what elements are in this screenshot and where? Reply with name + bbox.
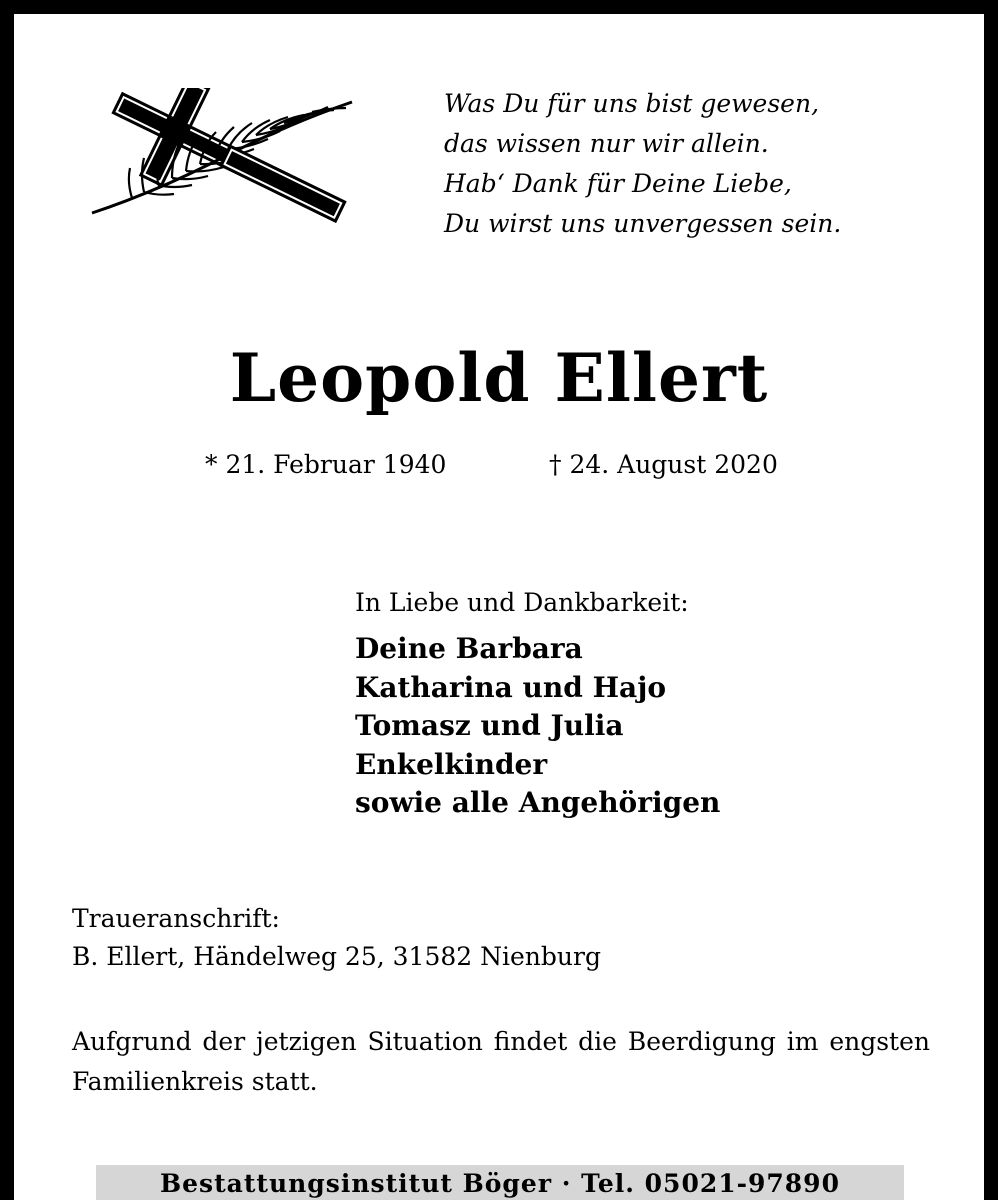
- address-label: Traueranschrift:: [72, 904, 280, 933]
- mourner-entry: Enkelkinder: [355, 747, 548, 781]
- mourners-list: [355, 630, 720, 823]
- poem-line: Du wirst uns unvergessen sein.: [444, 209, 842, 238]
- funeral-note: Aufgrund der jetzigen Situation findet die Beerdigung im engsten Familienkreis statt.: [72, 1027, 930, 1096]
- poem-line: das wissen nur wir allein.: [444, 129, 769, 158]
- memorial-poem: [444, 84, 944, 244]
- mourner-entry: Deine Barbara: [355, 632, 583, 665]
- mourner-entry: Tomasz und Julia: [355, 709, 624, 742]
- address-line: B. Ellert, Händelweg 25, 31582 Nienburg: [72, 942, 601, 971]
- cross-with-palm-branch-icon: [72, 88, 357, 223]
- birth-date: * 21. Februar 1940: [205, 450, 447, 479]
- funeral-home-footer: Bestattungsinstitut Böger · Tel. 05021-97890: [96, 1165, 904, 1200]
- mourner-entry: sowie alle Angehörigen: [355, 786, 721, 819]
- death-date: † 24. August 2020: [549, 450, 778, 479]
- mourning-address: [72, 900, 601, 976]
- mourner-entry: Katharina und Hajo: [355, 670, 666, 704]
- thanks-line: In Liebe und Dankbarkeit:: [355, 588, 689, 617]
- deceased-name: Leopold Ellert: [229, 339, 769, 417]
- poem-line: Was Du für uns bist gewesen,: [444, 89, 820, 118]
- poem-line: Hab‘ Dank für Deine Liebe,: [444, 169, 792, 198]
